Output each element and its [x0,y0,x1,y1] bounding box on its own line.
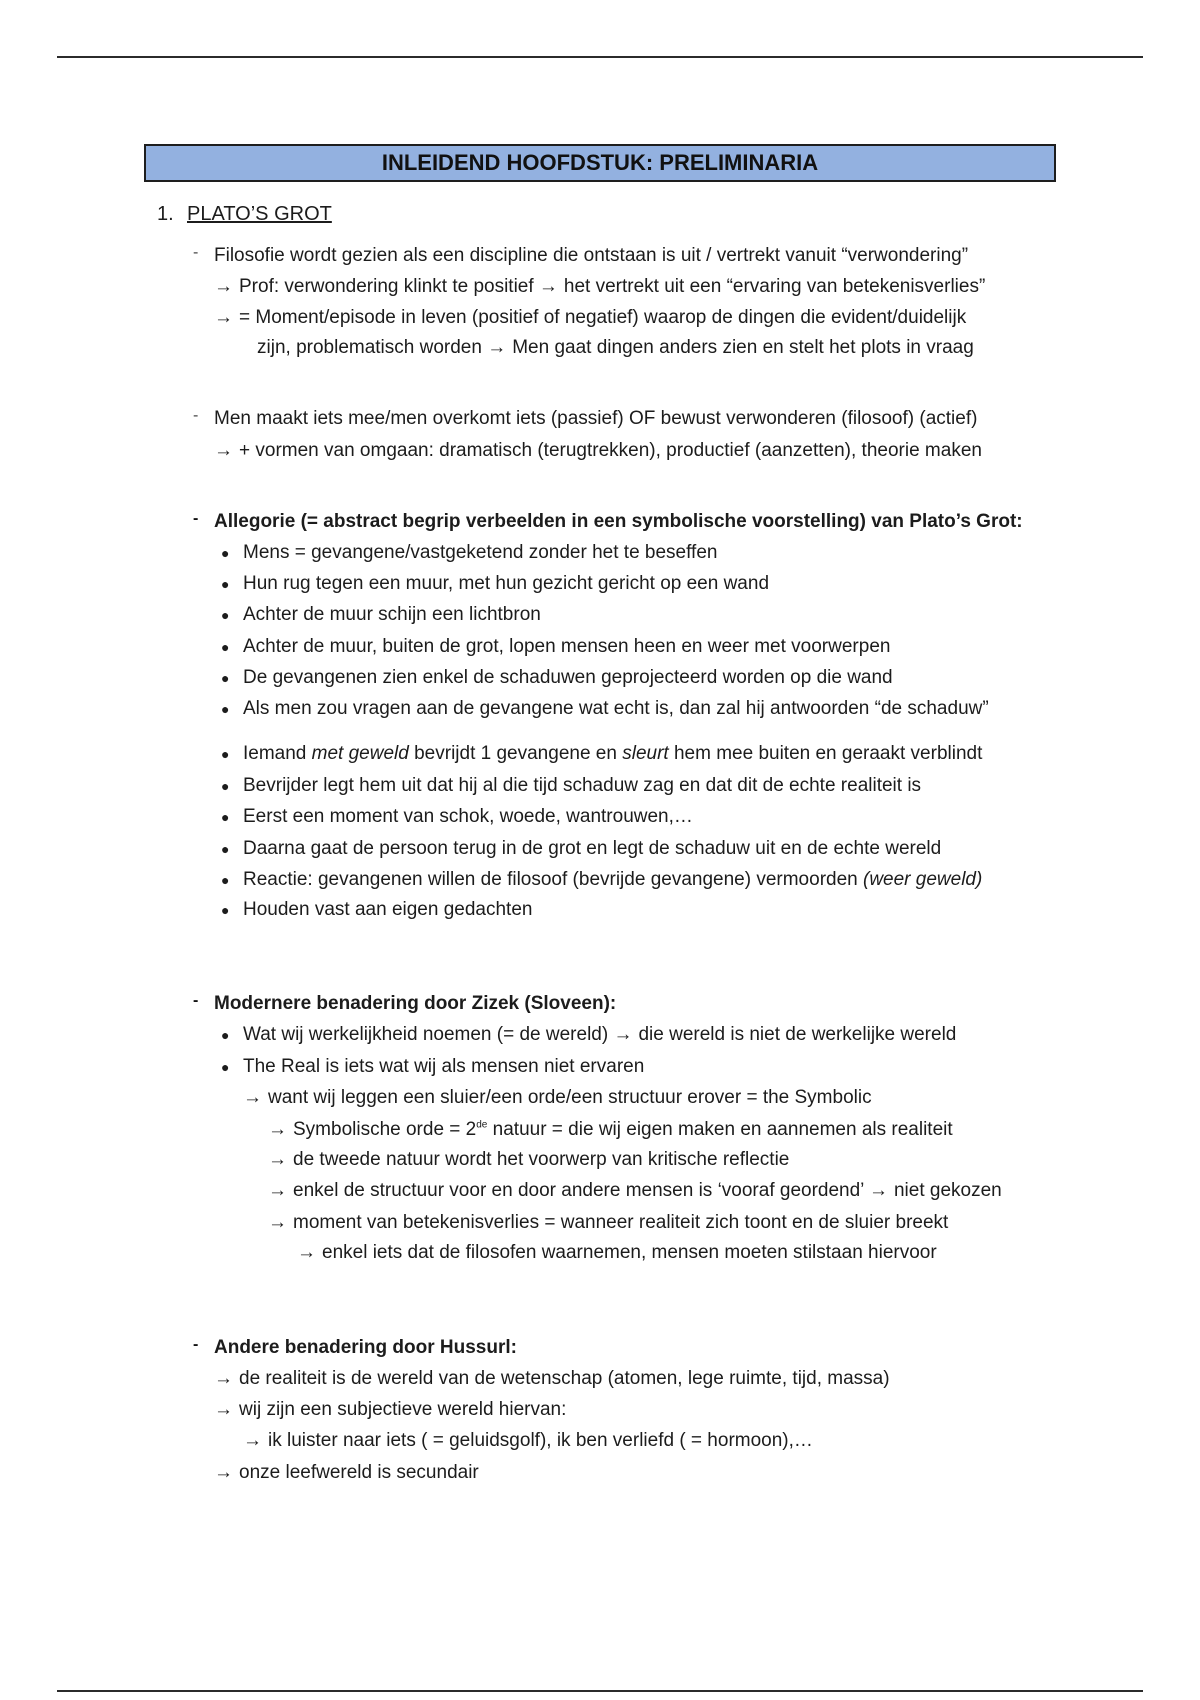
b5-a1: de realiteit is de wereld van de wetenschap (atomen, lege ruimte, tijd, massa) [239,1368,890,1389]
top-rule [57,56,1143,58]
arrow-icon: → [214,307,233,328]
list-item: Mens = gevangene/vastgeketend zonder het te beseffen [243,542,718,563]
b1-a1-part2: het vertrekt uit een “ervaring van betekenisverlies” [563,276,986,297]
b2-arrow-line [214,439,982,463]
b5-arrow-line [243,1429,813,1453]
list-item [243,1023,956,1047]
chapter-title-text: INLEIDEND HOOFDSTUK: PRELIMINARIA [381,150,819,175]
bottom-rule [57,1690,1143,1692]
b1-text: Filosofie wordt gezien als een discipline die ontstaan is uit / vertrekt vanuit “verwondering” [214,245,969,266]
bullet-icon: ● [221,639,230,655]
b4-arrow-line [268,1211,948,1235]
arrow-icon: → [214,1462,233,1483]
b4-arrow-line [243,1086,872,1110]
bullet-icon: ● [221,1027,230,1043]
b4-a6: enkel iets dat de filosofen waarnemen, mensen moeten stilstaan hiervoor [322,1242,937,1263]
b4-a2-b: natuur = die wij eigen maken en aannemen als realiteit [487,1119,953,1140]
dash-marker: - [193,992,199,1009]
item11-a: Reactie: gevangenen willen de filosoof (bevrijde gevangene) vermoorden [243,869,863,890]
b5-heading: Andere benadering door Hussurl: [214,1337,517,1358]
bullet-icon: ● [221,701,230,717]
b5-arrow-line [214,1461,479,1485]
list-item: De gevangenen zien enkel de schaduwen geprojecteerd worden op die wand [243,667,893,688]
b1-a2-line2b: Men gaat dingen anders zien en stelt het plots in vraag [512,337,974,358]
b4-heading: Modernere benadering door Zizek (Sloveen): [214,993,617,1014]
list-item: The Real is iets wat wij als mensen niet ervaren [243,1056,645,1077]
arrow-icon: → [868,1180,888,1201]
b1-arrow-line-2 [214,306,966,330]
list-item: Daarna gaat de persoon terug in de grot en legt de schaduw uit en de echte wereld [243,838,942,859]
bullet-icon: ● [221,746,230,762]
b5-a4: onze leefwereld is secundair [239,1462,479,1483]
arrow-icon: → [487,337,507,358]
b1-arrow-line-1 [214,275,985,299]
arrow-icon: → [268,1212,287,1233]
b1-arrow-line-2-cont [257,336,974,360]
dash-marker: - [193,510,199,527]
list-item [243,868,982,892]
b2-text: Men maakt iets mee/men overkomt iets (passief) OF bewust verwonderen (filosoof) (actief) [214,408,978,429]
dash-marker: - [193,1336,199,1353]
b4-a2-a: Symbolische orde = 2 [293,1119,477,1140]
bullet-icon: ● [221,872,230,888]
list-item: Houden vast aan eigen gedachten [243,899,533,920]
bullet-icon: ● [221,1059,230,1075]
bullet-icon: ● [221,607,230,623]
b5-a3: ik luister naar iets ( = geluidsgolf), ik ben verliefd ( = hormoon),… [268,1430,813,1451]
b4-a3: de tweede natuur wordt het voorwerp van kritische reflectie [293,1149,790,1170]
item7-a: Iemand [243,743,312,764]
arrow-icon: → [243,1430,262,1451]
bullet-icon: ● [221,576,230,592]
bullet-icon: ● [221,545,230,561]
arrow-icon: → [268,1149,287,1170]
arrow-icon: → [268,1119,287,1140]
bullet-icon: ● [221,902,230,918]
b4-arrow-line [297,1241,937,1265]
item7-d: sleurt [622,743,669,764]
list-item: Eerst een moment van schok, woede, wantrouwen,… [243,806,693,827]
list-item: Achter de muur schijn een lichtbron [243,604,541,625]
b1-a2-line1: = Moment/episode in leven (positief of negatief) waarop de dingen die evident/duidelijk [239,307,967,328]
section-heading [157,203,332,226]
section-heading-text: PLATO’S GROT [187,203,332,225]
b4-a5: moment van betekenisverlies = wanneer realiteit zich toont en de sluier breekt [293,1212,949,1233]
b4-arrow-line [268,1118,953,1142]
b4-arrow-line [268,1179,1002,1203]
list-item: Als men zou vragen aan de gevangene wat echt is, dan zal hij antwoorden “de schaduw” [243,698,989,719]
b4-arrow-line [268,1148,789,1172]
arrow-icon: → [538,276,558,297]
list-item: Hun rug tegen een muur, met hun gezicht gericht op een wand [243,573,770,594]
b5-arrow-line [214,1398,566,1422]
b4-a4-a: enkel de structuur voor en door andere mensen is ‘vooraf geordend’ [293,1180,864,1201]
list-item: Achter de muur, buiten de grot, lopen mensen heen en weer met voorwerpen [243,636,891,657]
list-item: Bevrijder legt hem uit dat hij al die tijd schaduw zag en dat dit de echte realiteit is [243,775,922,796]
arrow-icon: → [214,440,233,461]
b4-a1: want wij leggen een sluier/een orde/een structuur erover = the Symbolic [268,1087,872,1108]
b4-item1-b: die wereld is niet de werkelijke wereld [638,1024,957,1045]
chapter-title [144,144,1056,182]
item7-e: hem mee buiten en geraakt verblindt [668,743,983,764]
arrow-icon: → [297,1242,316,1263]
dash-marker: - [193,407,199,424]
bullet-icon: ● [221,809,230,825]
item7-b: met geweld [311,743,409,764]
arrow-icon: → [268,1180,287,1201]
b3-heading: Allegorie (= abstract begrip verbeelden in een symbolische voorstelling) van Plato’s Grot: [214,511,1023,532]
b4-item1-a: Wat wij werkelijkheid noemen (= de wereld) [243,1024,609,1045]
item7-c: bevrijdt 1 gevangene en [408,743,623,764]
b2-arrow-text: + vormen van omgaan: dramatisch (terugtrekken), productief (aanzetten), theorie maken [239,440,982,461]
dash-marker: - [193,244,199,261]
arrow-icon: → [613,1024,633,1045]
b1-a1-part1: Prof: verwondering klinkt te positief [239,276,534,297]
b4-a4-b: niet gekozen [893,1180,1002,1201]
b5-arrow-line [214,1367,890,1391]
bullet-icon: ● [221,778,230,794]
bullet-icon: ● [221,841,230,857]
arrow-icon: → [214,1399,233,1420]
b5-a2: wij zijn een subjectieve wereld hiervan: [239,1399,567,1420]
item11-b: (weer geweld) [863,869,983,890]
b1-a2-line2a: zijn, problematisch worden [257,337,482,358]
b4-a2-sup: de [476,1119,488,1131]
bullet-icon: ● [221,670,230,686]
section-number: 1. [157,203,174,225]
list-item [243,742,982,766]
arrow-icon: → [214,276,233,297]
arrow-icon: → [214,1368,233,1389]
arrow-icon: → [243,1087,262,1108]
